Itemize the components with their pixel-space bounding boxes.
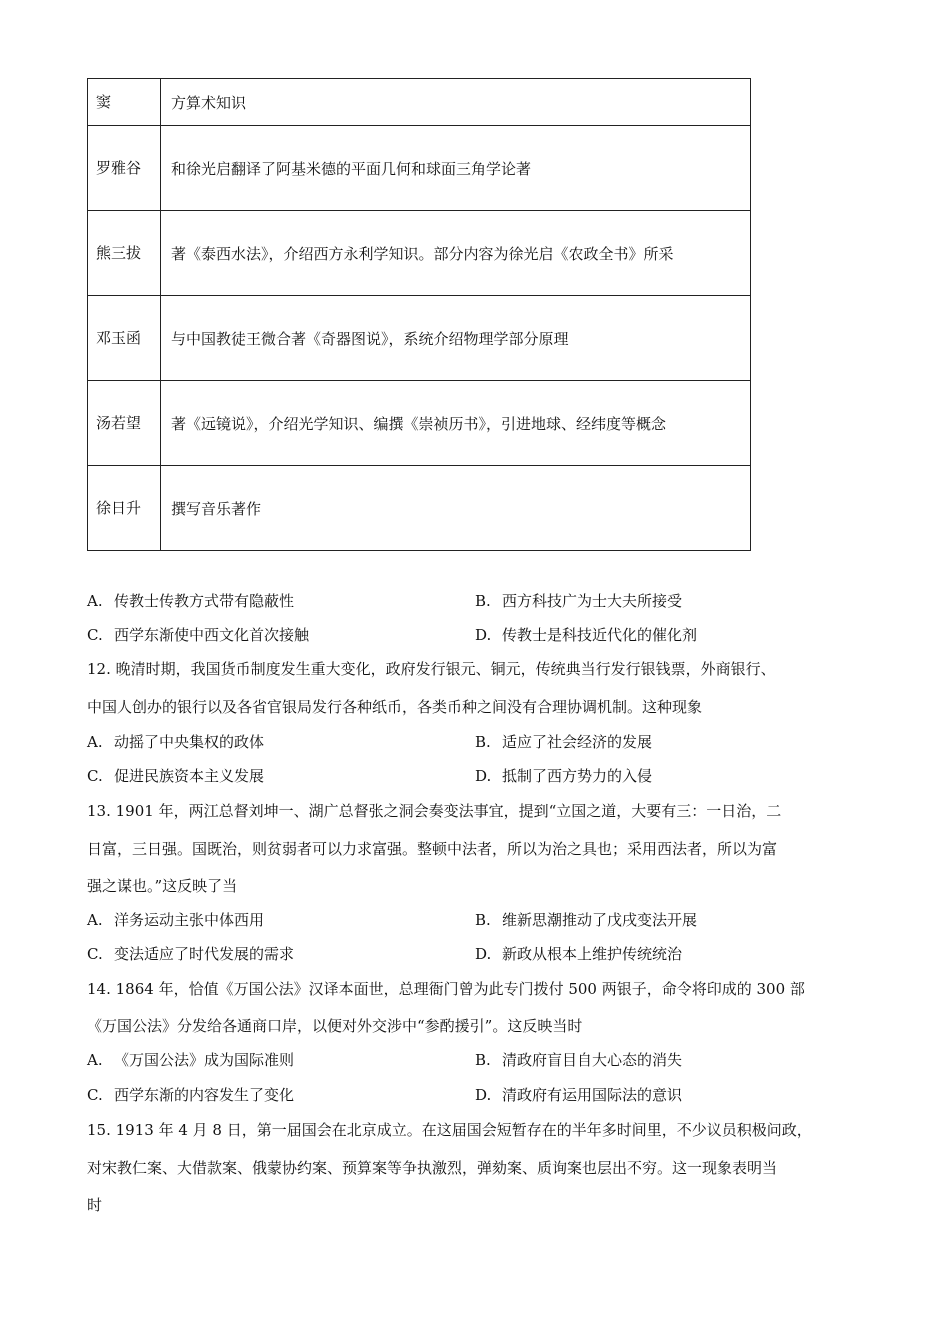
q15-stem-line: 时: [87, 1196, 103, 1214]
q14-option-b[interactable]: B. 清政府盲目自大心态的消失: [475, 1051, 683, 1069]
q13-stem-line: 13. 1901 年，两江总督刘坤一、湖广总督张之洞会奏变法事宜，提到“立国之道，大要有三：一日治，二: [87, 802, 782, 820]
table-cell-name: 邓玉函: [88, 296, 161, 381]
table-cell-name: 熊三拔: [88, 211, 161, 296]
q12-option-d[interactable]: D. 抵制了西方势力的入侵: [475, 767, 653, 785]
q13-option-c[interactable]: C. 变法适应了时代发展的需求: [87, 945, 295, 963]
q13-option-b[interactable]: B. 维新思潮推动了戊戌变法开展: [475, 911, 698, 929]
table-row: [88, 466, 751, 551]
table-cell-name: 窦: [88, 79, 161, 126]
q12-option-b[interactable]: B. 适应了社会经济的发展: [475, 733, 653, 751]
q12-stem-line: 中国人创办的银行以及各省官银局发行各种纸币，各类币种之间没有合理协调机制。这种现象: [87, 698, 703, 716]
table-cell-desc: 撰写音乐著作: [161, 466, 751, 551]
table-cell-name: 罗雅谷: [88, 126, 161, 211]
q11-option-d[interactable]: D. 传教士是科技近代化的催化剂: [475, 626, 698, 644]
table-cell-desc: 与中国教徒王微合著《奇器图说》，系统介绍物理学部分原理: [161, 296, 751, 381]
table-cell-desc: 方算术知识: [161, 79, 751, 126]
q15-stem-line: 对宋教仁案、大借款案、俄蒙协约案、预算案等争执激烈，弹劾案、质询案也层出不穷。这一现象表明当: [87, 1159, 778, 1177]
q14-option-d[interactable]: D. 清政府有运用国际法的意识: [475, 1086, 683, 1104]
q14-option-c[interactable]: C. 西学东渐的内容发生了变化: [87, 1086, 295, 1104]
q14-stem-line: 14. 1864 年，恰值《万国公法》汉译本面世，总理衙门曾为此专门拨付 500 两银子，命令将印成的 300 部: [87, 980, 805, 998]
table-row: [88, 79, 751, 126]
table-row: [88, 381, 751, 466]
table-cell-name: 徐日升: [88, 466, 161, 551]
table-row: [88, 126, 751, 211]
q13-option-d[interactable]: D. 新政从根本上维护传统统治: [475, 945, 683, 963]
table-row: [88, 211, 751, 296]
table-cell-name: 汤若望: [88, 381, 161, 466]
q14-stem-line: 《万国公法》分发给各通商口岸，以便对外交涉中“参酌援引”。这反映当时: [87, 1017, 583, 1035]
q13-stem-line: 强之谋也。”这反映了当: [87, 877, 238, 895]
q11-option-a[interactable]: A. 传教士传教方式带有隐蔽性: [87, 592, 295, 610]
q12-stem-line: 12. 晚清时期，我国货币制度发生重大变化，政府发行银元、铜元，传统典当行发行银钱票，外商银行、: [87, 660, 776, 678]
q13-stem-line: 日富，三日强。国既治，则贫弱者可以力求富强。整顿中法者，所以为治之具也；采用西法者，所以为富: [87, 840, 778, 858]
table-cell-desc: 和徐光启翻译了阿基米德的平面几何和球面三角学论著: [161, 126, 751, 211]
q12-option-c[interactable]: C. 促进民族资本主义发展: [87, 767, 265, 785]
q12-option-a[interactable]: A. 动摇了中央集权的政体: [87, 733, 265, 751]
missionary-table: [87, 78, 751, 551]
table-row: [88, 296, 751, 381]
q13-option-a[interactable]: A. 洋务运动主张中体西用: [87, 911, 265, 929]
table-cell-desc: 著《远镜说》，介绍光学知识、编撰《崇祯历书》，引进地球、经纬度等概念: [161, 381, 751, 466]
q11-option-b[interactable]: B. 西方科技广为士大夫所接受: [475, 592, 683, 610]
q11-option-c[interactable]: C. 西学东渐使中西文化首次接触: [87, 626, 310, 644]
q14-option-a[interactable]: A. 《万国公法》成为国际准则: [87, 1051, 295, 1069]
table-cell-desc: 著《泰西水法》，介绍西方永利学知识。部分内容为徐光启《农政全书》所采: [161, 211, 751, 296]
q15-stem-line: 15. 1913 年 4 月 8 日，第一届国会在北京成立。在这届国会短暂存在的半年多时间里，不少议员积极问政，: [87, 1121, 812, 1139]
